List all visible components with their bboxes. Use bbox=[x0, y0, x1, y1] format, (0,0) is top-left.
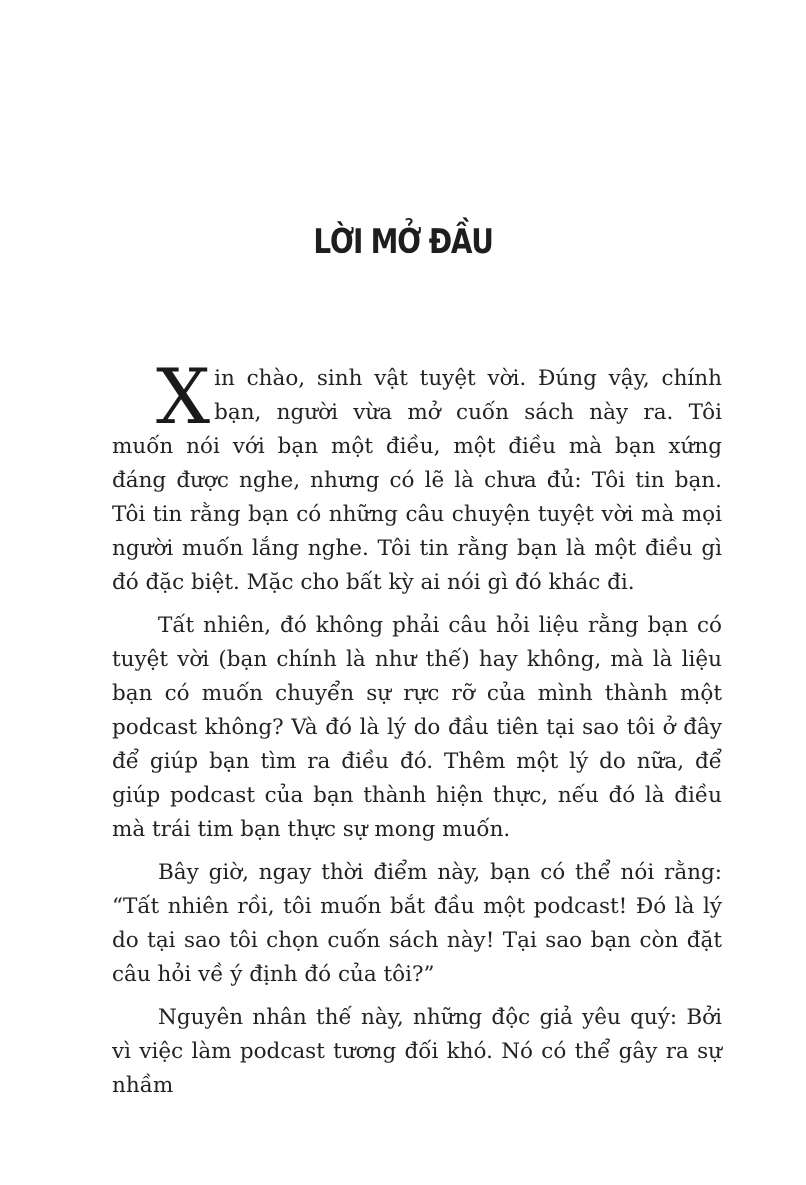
drop-cap: X bbox=[156, 352, 211, 441]
paragraph-1 bbox=[112, 352, 722, 600]
paragraph-4: Nguyên nhân thế này, những độc giả yêu quý: Bởi vì việc làm podcast tương đối khó. Nó có thể gây ra sự nhầm bbox=[112, 1005, 722, 1098]
paragraph-2: Tất nhiên, đó không phải câu hỏi liệu rằng bạn có tuyệt vời (bạn chính là như thế) hay không, mà là liệu bạn có muốn chuyển sự rực rỡ của mình thành một podcast không? Và đó là lý do đầu tiên tại sao tôi ở đây để giúp bạn tìm ra điều đó. Thêm một lý do nữa, để giúp podcast của bạn thành hiện thực, nếu đó là điều mà trái tim bạn thực sự mong muốn. bbox=[112, 613, 722, 842]
paragraph-3: Bây giờ, ngay thời điểm này, bạn có thể nói rằng: “Tất nhiên rồi, tôi muốn bắt đầu một podcast! Đó là lý do tại sao tôi chọn cuốn sách này! Tại sao bạn còn đặt câu hỏi về ý định đó của tôi?” bbox=[112, 860, 722, 987]
chapter-title: LỜI MỞ ĐẦU bbox=[313, 222, 493, 262]
body-text bbox=[112, 352, 722, 1112]
paragraph-1-text: in chào, sinh vật tuyệt vời. Đúng vậy, chính bạn, người vừa mở cuốn sách này ra. Tôi muốn nói với bạn một điều, một điều mà bạn xứng đáng được nghe, nhưng có lẽ là chưa đủ: Tôi tin bạn. Tôi tin rằng bạn có những câu chuyện tuyệt vời mà mọi người muốn lắng nghe. Tôi tin rằng bạn là một điều gì đó đặc biệt. Mặc cho bất kỳ ai nói gì đó khác đi. bbox=[112, 366, 722, 595]
